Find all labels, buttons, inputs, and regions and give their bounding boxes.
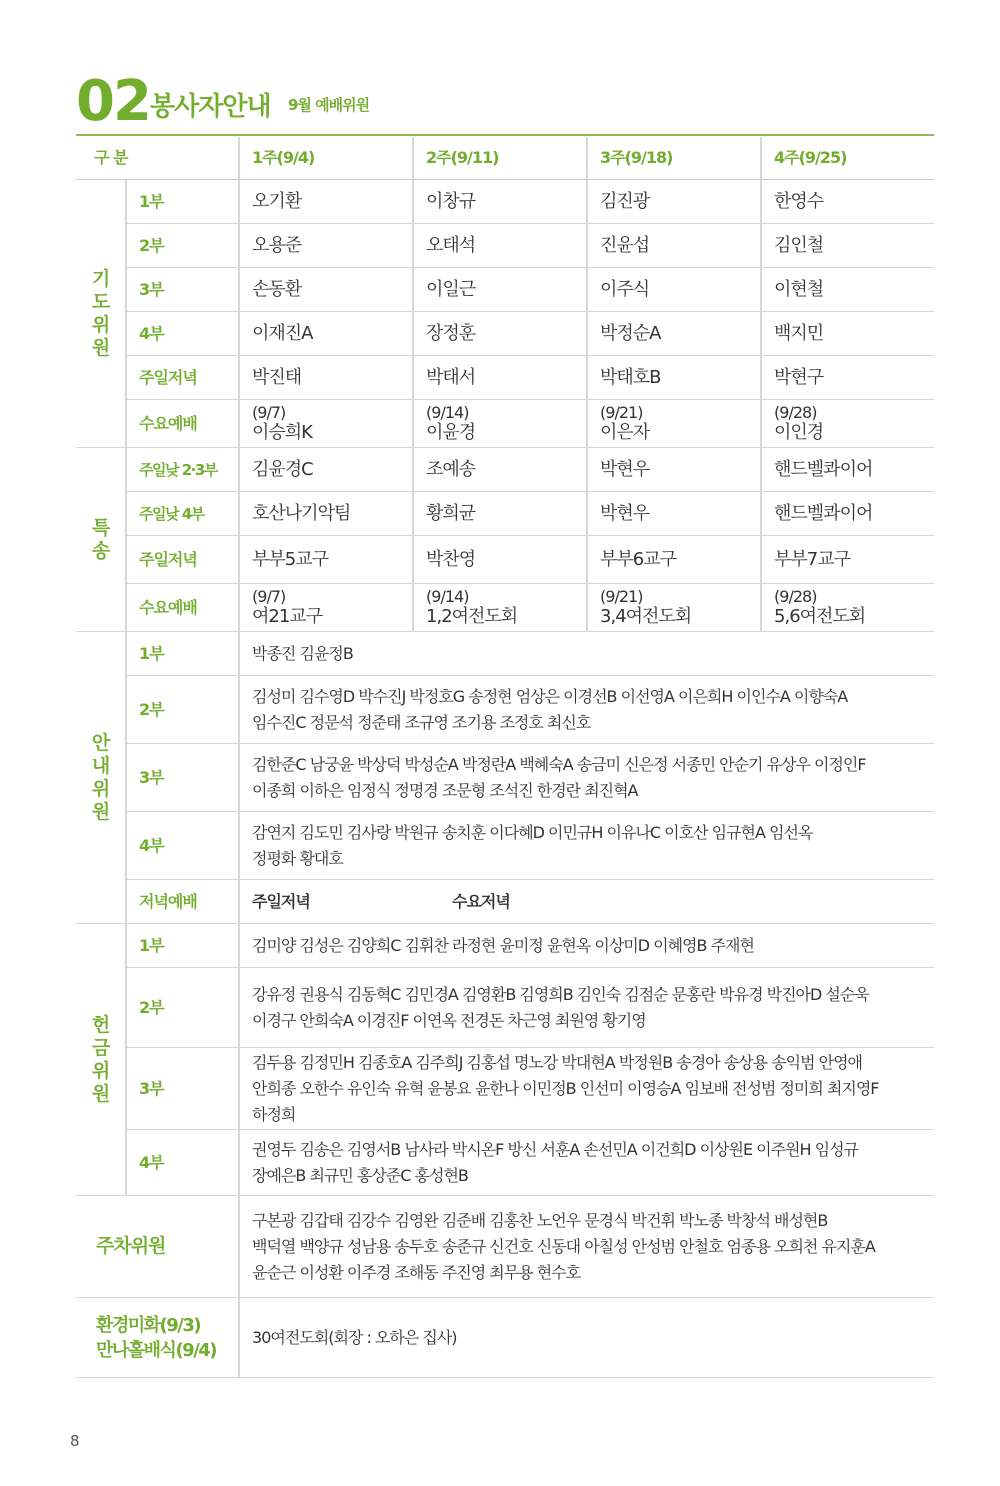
row-label: 주일저녁 [126,356,239,400]
cell: 황희균 [413,492,587,536]
parking-label: 주차위원 [76,1196,239,1298]
cell: 이창규 [413,180,587,224]
names-cell: 김두용 김정민H 김종호A 김주희J 김홍섭 명노강 박대현A 박정원B 송경아 송상용 송익범 안영애 안희종 오한수 유인숙 유혁 윤봉요 윤한나 이민정B 인선미 이영승A 임보배 전성범 정미희 최지영F 하정희 [239,1048,934,1130]
cell: 김진광 [587,180,761,224]
cell: (9/28) 이인경 [761,400,934,448]
names-cell: 강유정 권용식 김동혁C 김민경A 김영환B 김영희B 김인숙 김점순 문홍란 박유경 박진아D 설순욱 이경구 안희숙A 이경진F 이연옥 전경돈 차근영 최원영 황기영 [239,968,934,1048]
cell: (9/21) 3,4여전도회 [587,584,761,632]
header-week-1: 1주(9/4) [239,137,413,180]
table-row [76,880,934,924]
table-row [76,924,934,968]
header-week-3: 3주(9/18) [587,137,761,180]
row-label: 3부 [126,744,239,812]
table-row [76,356,934,400]
cell: 한영수 [761,180,934,224]
table-row [76,632,934,676]
row-label: 2부 [126,224,239,268]
row-label: 4부 [126,812,239,880]
table-row [76,268,934,312]
cell: 이주식 [587,268,761,312]
row-label: 4부 [126,1130,239,1196]
cell: 오태석 [413,224,587,268]
table-row [76,400,934,448]
evening-cell [239,880,934,924]
cell: 오기환 [239,180,413,224]
group-label-offering: 헌 금 위 원 [76,924,126,1196]
names-cell: 박종진 김윤정B [239,632,934,676]
table-row [76,448,934,492]
row-label: 주일저녁 [126,536,239,584]
row-label: 주일낮 4부 [126,492,239,536]
section-subtitle: 9월 예배위원 [288,96,370,114]
cell: 박현우 [587,492,761,536]
cell: 진윤섭 [587,224,761,268]
cell: (9/14) 1,2여전도회 [413,584,587,632]
cell: 이재진A [239,312,413,356]
cell: 손동환 [239,268,413,312]
cell: (9/21) 이은자 [587,400,761,448]
cell: 백지민 [761,312,934,356]
row-label: 3부 [126,1048,239,1130]
table-row [76,812,934,880]
row-label: 수요예배 [126,400,239,448]
table-header-row [76,137,934,180]
table-row [76,1048,934,1130]
evening-sun: 주일저녁 [252,891,310,911]
names-cell: 김한준C 남궁윤 박상덕 박성순A 박정란A 백혜숙A 송금미 신은정 서종민 안순기 유상우 이정인F 이종희 이하은 임정식 정명경 조문형 조석진 한경란 최진혁A [239,744,934,812]
row-label: 2부 [126,968,239,1048]
cell: (9/14) 이윤경 [413,400,587,448]
env-label: 환경미화(9/3) 만나홀배식(9/4) [76,1298,239,1378]
cell: (9/28) 5,6여전도회 [761,584,934,632]
table-row [76,180,934,224]
env-value: 30여전도회(회장 : 오하은 집사) [239,1298,934,1378]
row-label: 1부 [126,632,239,676]
cell: 장정훈 [413,312,587,356]
row-label: 2부 [126,676,239,744]
names-cell: 김성미 김수영D 박수진J 박정호G 송정현 엄상은 이경선B 이선영A 이은희H 이인수A 이향숙A 임수진C 정문석 정준태 조규영 조기용 조정호 최신호 [239,676,934,744]
cell: 박정순A [587,312,761,356]
header-week-4: 4주(9/25) [761,137,934,180]
table-row [76,1298,934,1378]
volunteer-table [76,137,934,1378]
cell: 부부6교구 [587,536,761,584]
cell: 박태서 [413,356,587,400]
header-category: 구 분 [76,137,239,180]
cell: 호산나기악팀 [239,492,413,536]
group-label-guide: 안 내 위 원 [76,632,126,924]
names-cell: 구본광 김갑태 김강수 김영완 김준배 김홍찬 노언우 문경식 박건휘 박노종 박창석 배성현B 백덕열 백양규 성남용 송두호 송준규 신건호 신동대 아칠성 안성범 안철호 엄종용 오희천 유지훈A 윤순근 이성환 이주경 조해동 주진영 최무용 현수호 [239,1196,934,1298]
cell: 오용준 [239,224,413,268]
cell: 조예송 [413,448,587,492]
table-row [76,584,934,632]
header-rule [76,134,934,136]
cell: 박진태 [239,356,413,400]
group-label-prayer: 기 도 위 원 [76,180,126,448]
table-row [76,744,934,812]
cell: 부부7교구 [761,536,934,584]
row-label: 4부 [126,312,239,356]
cell: 박태호B [587,356,761,400]
row-label: 주일낮 2·3부 [126,448,239,492]
cell: (9/7) 여21교구 [239,584,413,632]
cell: 김윤경C [239,448,413,492]
names-cell: 김미양 김성은 김양희C 김휘찬 라정현 윤미정 윤현옥 이상미D 이혜영B 주재현 [239,924,934,968]
names-cell: 권영두 김송은 김영서B 남사라 박시온F 방신 서훈A 손선민A 이건희D 이상원E 이주원H 임성규 장예은B 최규민 홍상준C 홍성현B [239,1130,934,1196]
header-week-2: 2주(9/11) [413,137,587,180]
table-row [76,1196,934,1298]
cell: 김인철 [761,224,934,268]
row-label: 1부 [126,924,239,968]
row-label: 수요예배 [126,584,239,632]
cell: (9/7) 이승희K [239,400,413,448]
table-row [76,312,934,356]
group-label-special: 특 송 [76,448,126,632]
cell: 박현구 [761,356,934,400]
cell: 박찬영 [413,536,587,584]
table-row [76,968,934,1048]
page-number: 8 [70,1432,80,1450]
section-title: 봉사자안내 [150,92,271,122]
names-cell: 감연지 김도민 김사랑 박원규 송치훈 이다혜D 이민규H 이유나C 이호산 임규현A 임선옥 정평화 황대호 [239,812,934,880]
cell: 이일근 [413,268,587,312]
section-number: 02 [76,69,150,134]
table-row [76,676,934,744]
evening-wed: 수요저녁 [452,891,510,911]
cell: 부부5교구 [239,536,413,584]
cell: 핸드벨콰이어 [761,448,934,492]
row-label: 1부 [126,180,239,224]
table-row [76,1130,934,1196]
table-row [76,224,934,268]
row-label: 3부 [126,268,239,312]
cell: 이현철 [761,268,934,312]
table-row [76,536,934,584]
cell: 핸드벨콰이어 [761,492,934,536]
cell: 박현우 [587,448,761,492]
row-label: 저녁예배 [126,880,239,924]
section-header [76,70,934,132]
table-row [76,492,934,536]
